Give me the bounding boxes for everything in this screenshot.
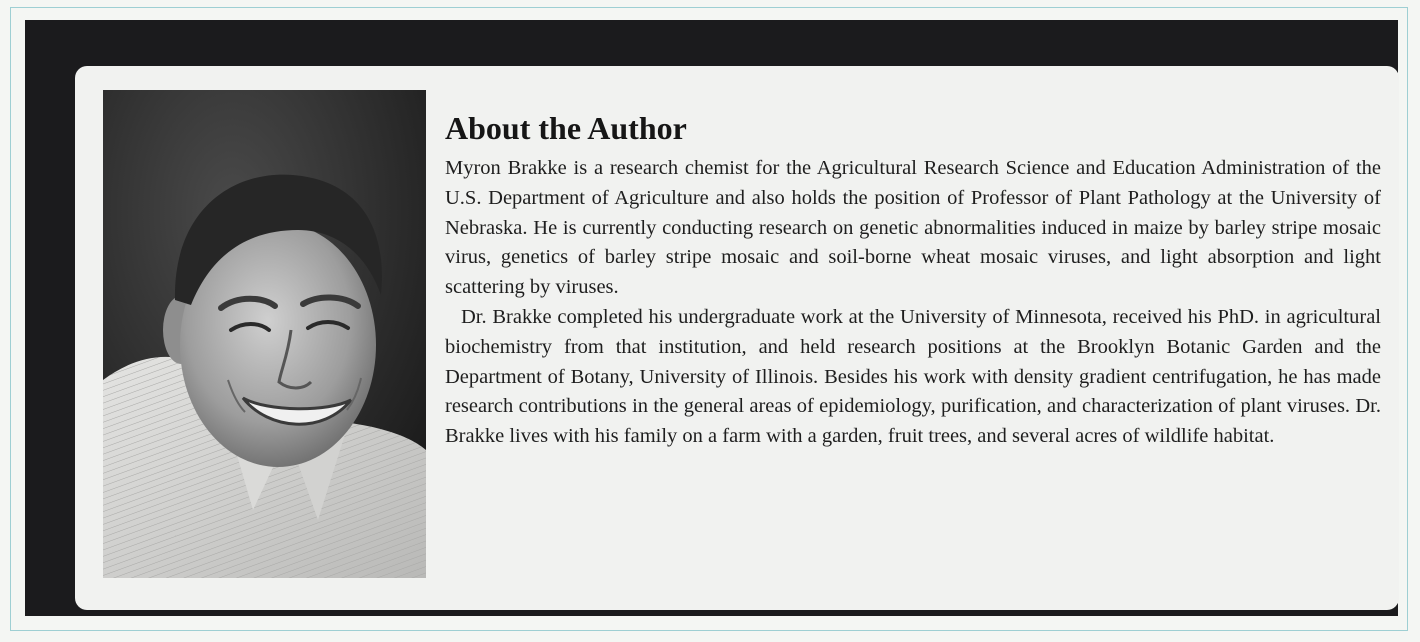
portrait-photo	[103, 90, 426, 578]
bio-heading: About the Author	[445, 110, 687, 146]
bio-paragraph-1: Myron Brakke is a research chemist for the Agricultural Research Science and Education Administration of the U.S. Department of Agriculture and also holds the position of Professor of Plant Pathology at the University of Nebraska. He is currently conducting research on genetic abnormalities induced in maize by barley stripe mosaic virus, genetics of barley stripe mosaic and soil-borne wheat mosaic viruses, and light absorption and light scattering by viruses.	[445, 157, 1381, 299]
author-panel	[75, 66, 1399, 610]
author-portrait	[103, 90, 426, 578]
bio-paragraph-2: Dr. Brakke completed his undergraduate work at the University of Minnesota, received his PhD. in agricultural biochemistry from that institution, and held research positions at the Brooklyn Botanic Garden and the Department of Botany, University of Illinois. Besides his work with density gradient centrifugation, he has made research contributions in the general areas of epidemiology, purification, and characterization of plant viruses. Dr. Brakke lives with his family on a farm with a garden, fruit trees, and several acres of wildlife habitat.	[445, 305, 1381, 448]
author-bio	[445, 108, 1381, 452]
black-frame	[25, 20, 1398, 616]
